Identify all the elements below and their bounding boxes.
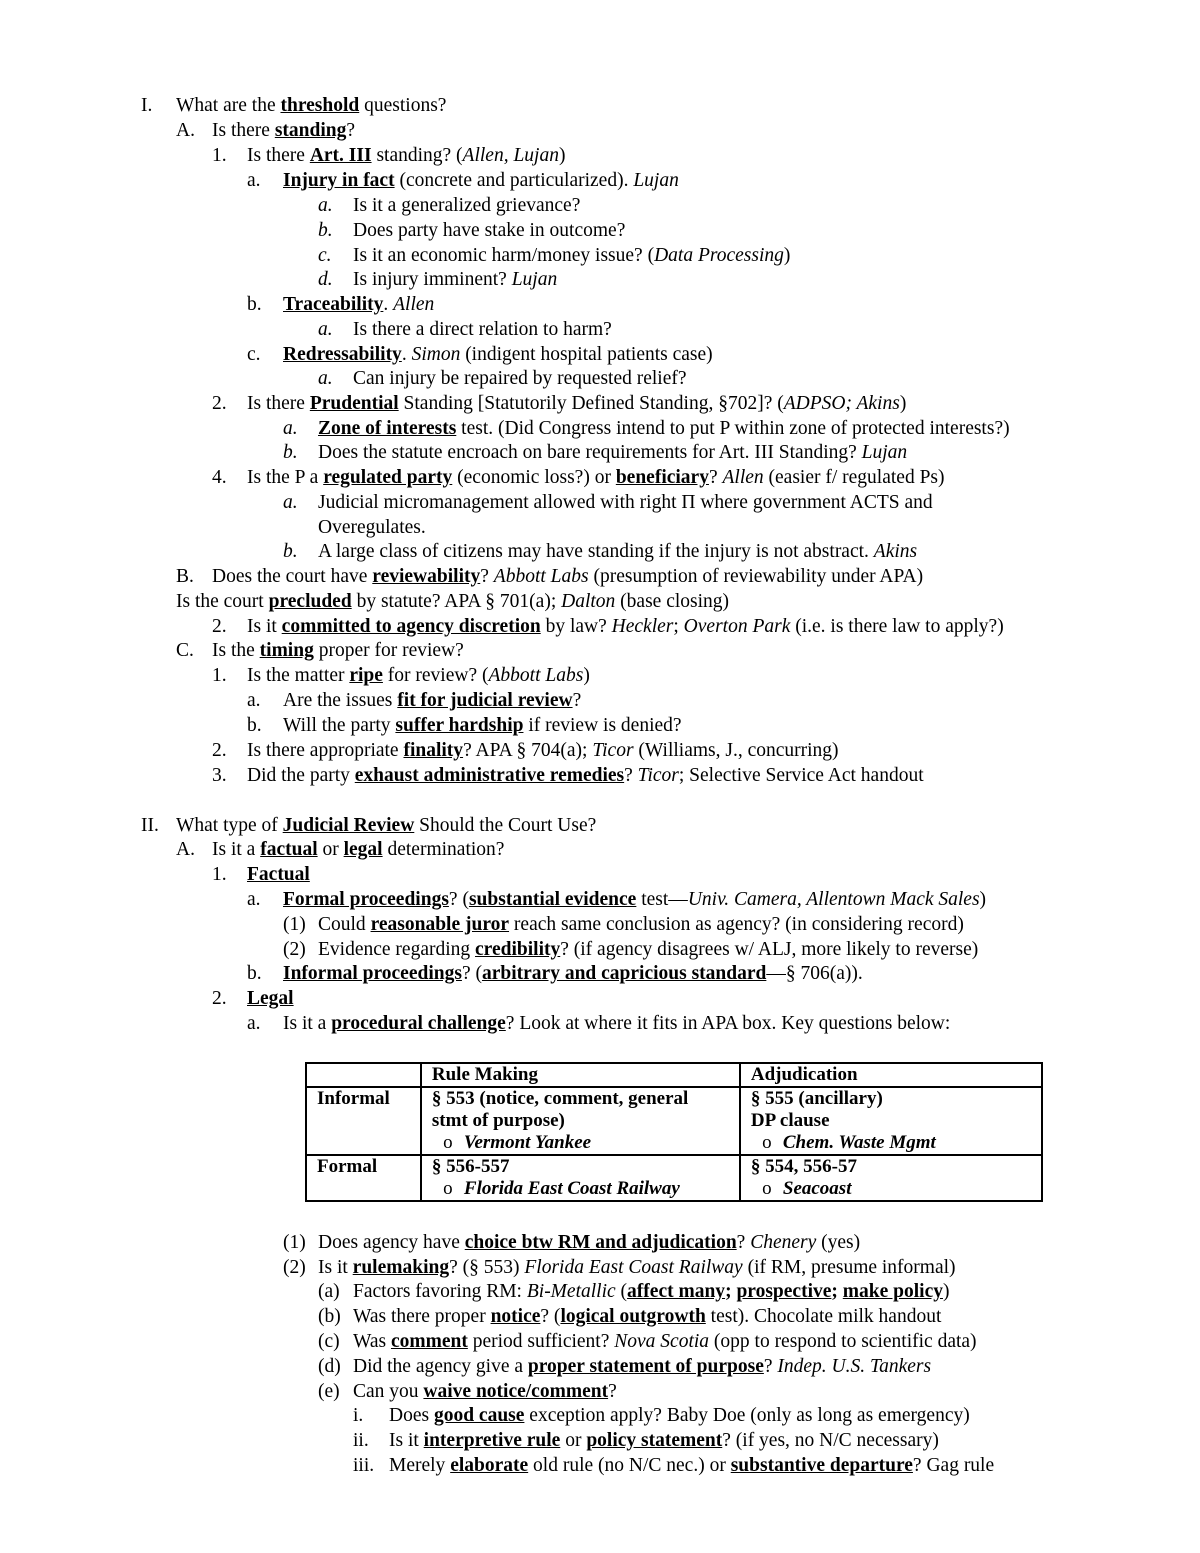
outline-number: I.	[141, 95, 153, 116]
outline-line: Does the court have reviewability? Abbott Labs (presumption of reviewability under APA)	[212, 566, 924, 587]
outline-line: Is it rulemaking? (§ 553) Florida East Coast Railway (if RM, presume informal)	[318, 1257, 956, 1278]
outline-line: Is the P a regulated party (economic loss?) or beneficiary? Allen (easier f/ regulated Ps)	[247, 467, 945, 488]
outline-number: 2.	[212, 616, 227, 637]
outline-line: Is the timing proper for review?	[212, 640, 464, 661]
cell-text: § 555 (ancillary)	[750, 1088, 883, 1109]
outline-line: Was comment period sufficient? Nova Scotia (opp to respond to scientific data)	[353, 1331, 977, 1352]
column-header-rule-making: Rule Making	[421, 1063, 740, 1087]
cell-text: § 556-557	[431, 1156, 510, 1177]
outline-number: iii.	[353, 1455, 375, 1476]
outline-number: a.	[247, 889, 261, 910]
outline-line: Overegulates.	[318, 517, 426, 538]
outline-number: A.	[176, 839, 195, 860]
outline-line: Judicial micromanagement allowed with right Π where government ACTS and	[318, 492, 933, 513]
cell-text: stmt of purpose)	[431, 1110, 565, 1131]
outline-number: a.	[247, 1013, 261, 1034]
outline-line: Can injury be repaired by requested relief?	[353, 368, 687, 389]
outline-line: Is injury imminent? Lujan	[353, 269, 558, 290]
outline-number: b.	[283, 541, 298, 562]
outline-line: Is it an economic harm/money issue? (Data Processing)	[353, 245, 791, 266]
outline-line: Did the party exhaust administrative remedies? Ticor; Selective Service Act handout	[247, 765, 924, 786]
table-cell	[421, 1087, 740, 1155]
outline-number: (2)	[283, 1257, 306, 1278]
outline-number: c.	[247, 344, 261, 365]
outline-number: b.	[247, 963, 262, 984]
outline-number: 3.	[212, 765, 227, 786]
outline-number: a.	[318, 368, 333, 389]
outline-line: Factual	[247, 864, 310, 885]
case-bullet: o Chem. Waste Mgmt	[751, 1132, 1031, 1154]
table-cell	[740, 1087, 1042, 1155]
apa-box-table	[305, 1062, 1043, 1202]
outline-number: (c)	[318, 1331, 340, 1352]
outline-line: Zone of interests test. (Did Congress intend to put P within zone of protected interests?)	[318, 418, 1010, 439]
row-header-informal: Informal	[306, 1087, 421, 1155]
cell-text: § 554, 556-57	[750, 1156, 857, 1177]
table-cell	[740, 1155, 1042, 1201]
outline-number: b.	[283, 442, 298, 463]
outline-line: Can you waive notice/comment?	[353, 1381, 617, 1402]
outline-number: (b)	[318, 1306, 341, 1327]
outline-number: II.	[141, 815, 159, 836]
outline-line: Is it a procedural challenge? Look at where it fits in APA box. Key questions below:	[283, 1013, 951, 1034]
table-cell	[421, 1155, 740, 1201]
outline-line: Legal	[247, 988, 294, 1009]
outline-line: Is it committed to agency discretion by law? Heckler; Overton Park (i.e. is there law to apply?)	[247, 616, 1004, 637]
outline-line: Merely elaborate old rule (no N/C nec.) or substantive departure? Gag rule	[389, 1455, 995, 1476]
outline-number: a.	[318, 195, 333, 216]
outline-line: Does good cause exception apply? Baby Doe (only as long as emergency)	[389, 1405, 970, 1426]
outline-number: 2.	[212, 740, 227, 761]
outline-number: 1.	[212, 145, 227, 166]
cell-text: DP clause	[750, 1110, 830, 1131]
outline-number: a.	[283, 418, 298, 439]
outline-number: a.	[283, 492, 298, 513]
outline-line: Injury in fact (concrete and particularized). Lujan	[283, 170, 679, 191]
table-row	[306, 1087, 1042, 1155]
outline-number: (2)	[283, 939, 306, 960]
table-row	[306, 1155, 1042, 1201]
outline-line: Is it interpretive rule or policy statement? (if yes, no N/C necessary)	[389, 1430, 939, 1451]
outline-line: Redressability. Simon (indigent hospital patients case)	[283, 344, 713, 365]
cell-text: § 553 (notice, comment, general	[431, 1088, 689, 1109]
outline-number: B.	[176, 566, 194, 587]
outline-number: a.	[247, 170, 261, 191]
outline-number: b.	[318, 220, 333, 241]
outline-line: Does party have stake in outcome?	[353, 220, 626, 241]
outline-number: b.	[247, 715, 262, 736]
outline-number: 1.	[212, 665, 227, 686]
outline-line: Is there Art. III standing? (Allen, Lujan)	[247, 145, 566, 166]
case-bullet: o Seacoast	[751, 1178, 1031, 1200]
outline-line: Does the statute encroach on bare requirements for Art. III Standing? Lujan	[318, 442, 908, 463]
outline-line: Will the party suffer hardship if review is denied?	[283, 715, 682, 736]
outline-number: a.	[318, 319, 333, 340]
outline-number: (1)	[283, 1232, 306, 1253]
outline-line: Formal proceedings? (substantial evidence test—Univ. Camera, Allentown Mack Sales)	[283, 889, 987, 910]
case-bullet: o Florida East Coast Railway	[432, 1178, 729, 1200]
outline-line: Traceability. Allen	[283, 294, 435, 315]
outline-number: (d)	[318, 1356, 341, 1377]
outline-number: (e)	[318, 1381, 340, 1402]
outline-line: Is there appropriate finality? APA § 704(a); Ticor (Williams, J., concurring)	[247, 740, 839, 761]
outline-number: a.	[247, 690, 261, 711]
outline-line: Is it a factual or legal determination?	[212, 839, 505, 860]
outline-line: What type of Judicial Review Should the Court Use?	[176, 815, 597, 836]
case-bullet: o Vermont Yankee	[432, 1132, 729, 1154]
outline-line: Was there proper notice? (logical outgrowth test). Chocolate milk handout	[353, 1306, 942, 1327]
outline-number: 2.	[212, 988, 227, 1009]
outline-line: Informal proceedings? (arbitrary and capricious standard—§ 706(a)).	[283, 963, 863, 984]
outline-line: Is it a generalized grievance?	[353, 195, 581, 216]
outline-number: A.	[176, 120, 195, 141]
outline-number: 1.	[212, 864, 227, 885]
outline-number: d.	[318, 269, 333, 290]
outline-number: (1)	[283, 914, 306, 935]
column-header-adjudication: Adjudication	[740, 1063, 1042, 1087]
outline-number: C.	[176, 640, 194, 661]
outline-line: Factors favoring RM: Bi-Metallic (affect many; prospective; make policy)	[353, 1281, 950, 1302]
outline-line: Is there a direct relation to harm?	[353, 319, 612, 340]
outline-number: 2.	[212, 393, 227, 414]
outline-number: ii.	[353, 1430, 369, 1451]
outline-line: A large class of citizens may have standing if the injury is not abstract. Akins	[318, 541, 918, 562]
outline-number: b.	[247, 294, 262, 315]
outline-line: Evidence regarding credibility? (if agency disagrees w/ ALJ, more likely to reverse)	[318, 939, 979, 960]
outline-line: Are the issues fit for judicial review?	[283, 690, 582, 711]
outline-number: c.	[318, 245, 332, 266]
table-row	[306, 1063, 1042, 1087]
row-header-formal: Formal	[306, 1155, 421, 1201]
outline-line: Is there standing?	[212, 120, 356, 141]
outline-number: i.	[353, 1405, 364, 1426]
outline-line: Did the agency give a proper statement of purpose? Indep. U.S. Tankers	[353, 1356, 932, 1377]
outline-line: Is the court precluded by statute? APA § 701(a); Dalton (base closing)	[176, 591, 730, 612]
outline-line: Could reasonable juror reach same conclusion as agency? (in considering record)	[318, 914, 964, 935]
outline-line: Does agency have choice btw RM and adjudication? Chenery (yes)	[318, 1232, 861, 1253]
table-cell	[306, 1063, 421, 1087]
outline-number: 4.	[212, 467, 227, 488]
outline-line: Is there Prudential Standing [Statutorily Defined Standing, §702]? (ADPSO; Akins)	[247, 393, 907, 414]
outline-line: Is the matter ripe for review? (Abbott Labs)	[247, 665, 590, 686]
outline-line: What are the threshold questions?	[176, 95, 447, 116]
outline-number: (a)	[318, 1281, 340, 1302]
